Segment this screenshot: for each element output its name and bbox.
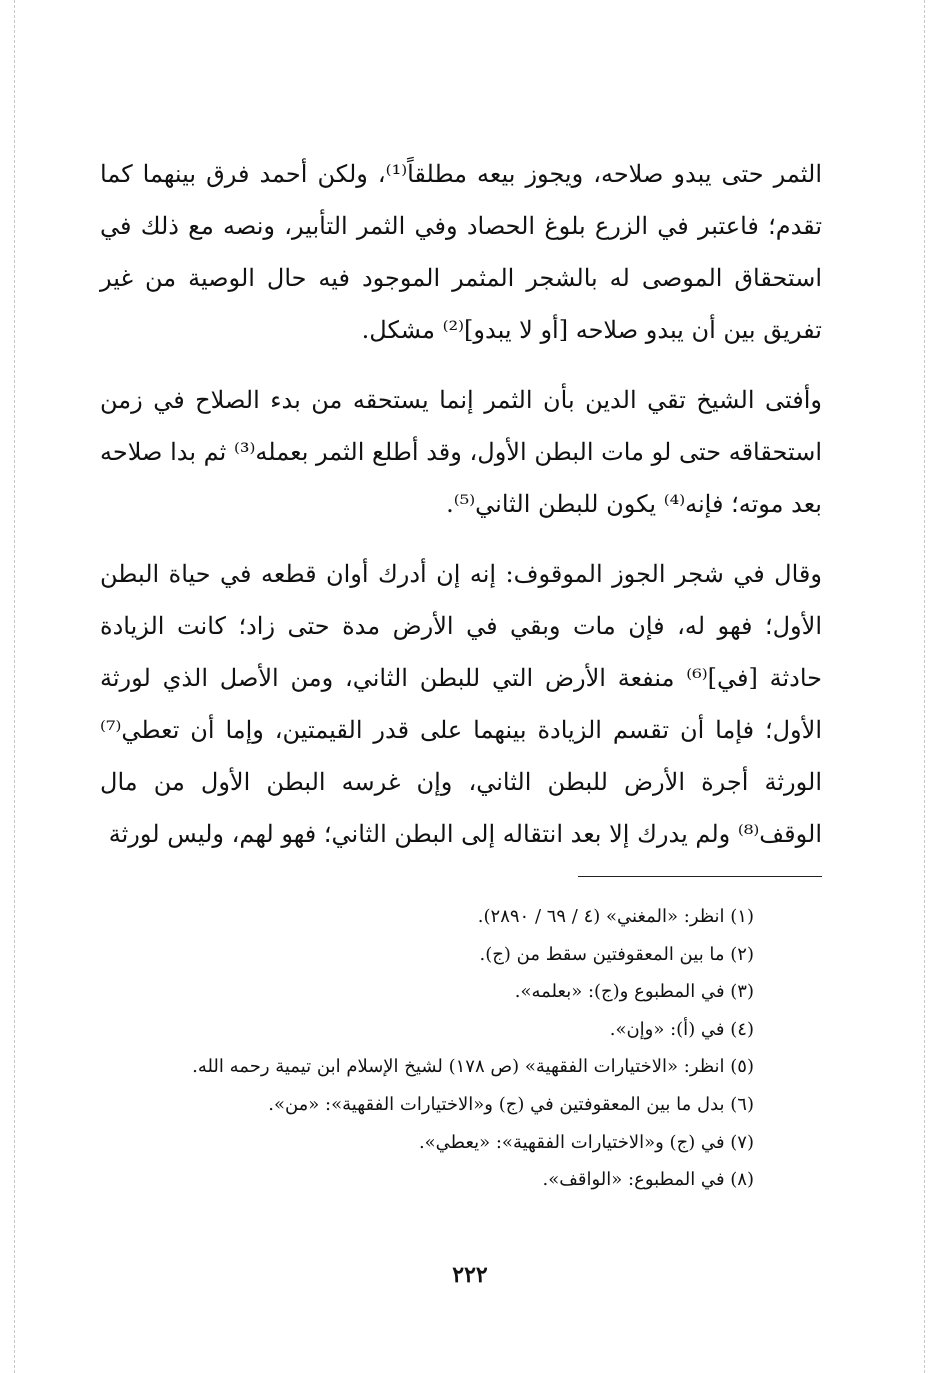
scan-margin-guide-left: [14, 0, 15, 1373]
scan-margin-guide-right: [924, 0, 925, 1373]
footnote-separator: [578, 876, 822, 877]
footnote-8: (٨) في المطبوع: «الواقف».: [542, 1169, 754, 1191]
main-text: [100, 148, 822, 860]
paragraph-1: الثمر حتى يبدو صلاحه، ويجوز بيعه مطلقاً⁽¹⁾، ولكن أحمد فرق بينهما كما تقدم؛ فاعتبر في الزرع بلوغ الحصاد وفي الثمر التأبير، ونصه مع ذلك في استحقاق الموصى له بالشجر المثمر الموجود فيه حال الوصية من غير تفريق بين أن يبدو صلاحه [أو لا يبدو]⁽²⁾ مشكل.: [100, 160, 822, 344]
paragraph-2: وأفتى الشيخ تقي الدين بأن الثمر إنما يستحقه من بدء الصلاح في زمن استحقاقه حتى لو مات البطن الأول، وقد أطلع الثمر بعمله⁽³⁾ ثم بدا صلاحه بعد موته؛ فإنه⁽⁴⁾ يكون للبطن الثاني⁽⁵⁾.: [100, 386, 823, 518]
footnote-2: (٢) ما بين المعقوفتين سقط من (ج).: [479, 943, 754, 965]
footnote-7: (٧) في (ج) و«الاختيارات الفقهية»: «يعطي».: [418, 1131, 754, 1153]
paragraph-3: وقال في شجر الجوز الموقوف: إنه إن أدرك أوان قطعه في حياة البطن الأول؛ فهو له، فإن مات وبقي في الأرض مدة حتى زاد؛ كانت الزيادة حادثة [في]⁽⁶⁾ منفعة الأرض التي للبطن الثاني، ومن الأصل الذي لورثة الأول؛ فإما أن تقسم الزيادة بينهما على قدر القيمتين، وإما أن تعطي⁽⁷⁾ الورثة أجرة الأرض للبطن الثاني، وإن غرسه البطن الأول من مال الوقف⁽⁸⁾ ولم يدرك إلا بعد انتقاله إلى البطن الثاني؛ فهو لهم، وليس لورثة: [100, 560, 823, 848]
footnote-4: (٤) في (أ): «وإن».: [609, 1018, 754, 1040]
footnote-5: (٥) انظر: «الاختيارات الفقهية» (ص ١٧٨) لشيخ الإسلام ابن تيمية رحمه الله.: [192, 1056, 754, 1078]
page-number: ٢٢٢: [452, 1262, 488, 1288]
footnote-6: (٦) بدل ما بين المعقوفتين في (ج) و«الاختيارات الفقهية»: «من».: [268, 1093, 754, 1115]
footnote-3: (٣) في المطبوع و(ج): «بعلمه».: [514, 981, 754, 1003]
footnotes: [80, 898, 754, 1199]
footnote-1: (١) انظر: «المغني» (٤ / ٦٩ / ٢٨٩٠).: [477, 906, 754, 927]
